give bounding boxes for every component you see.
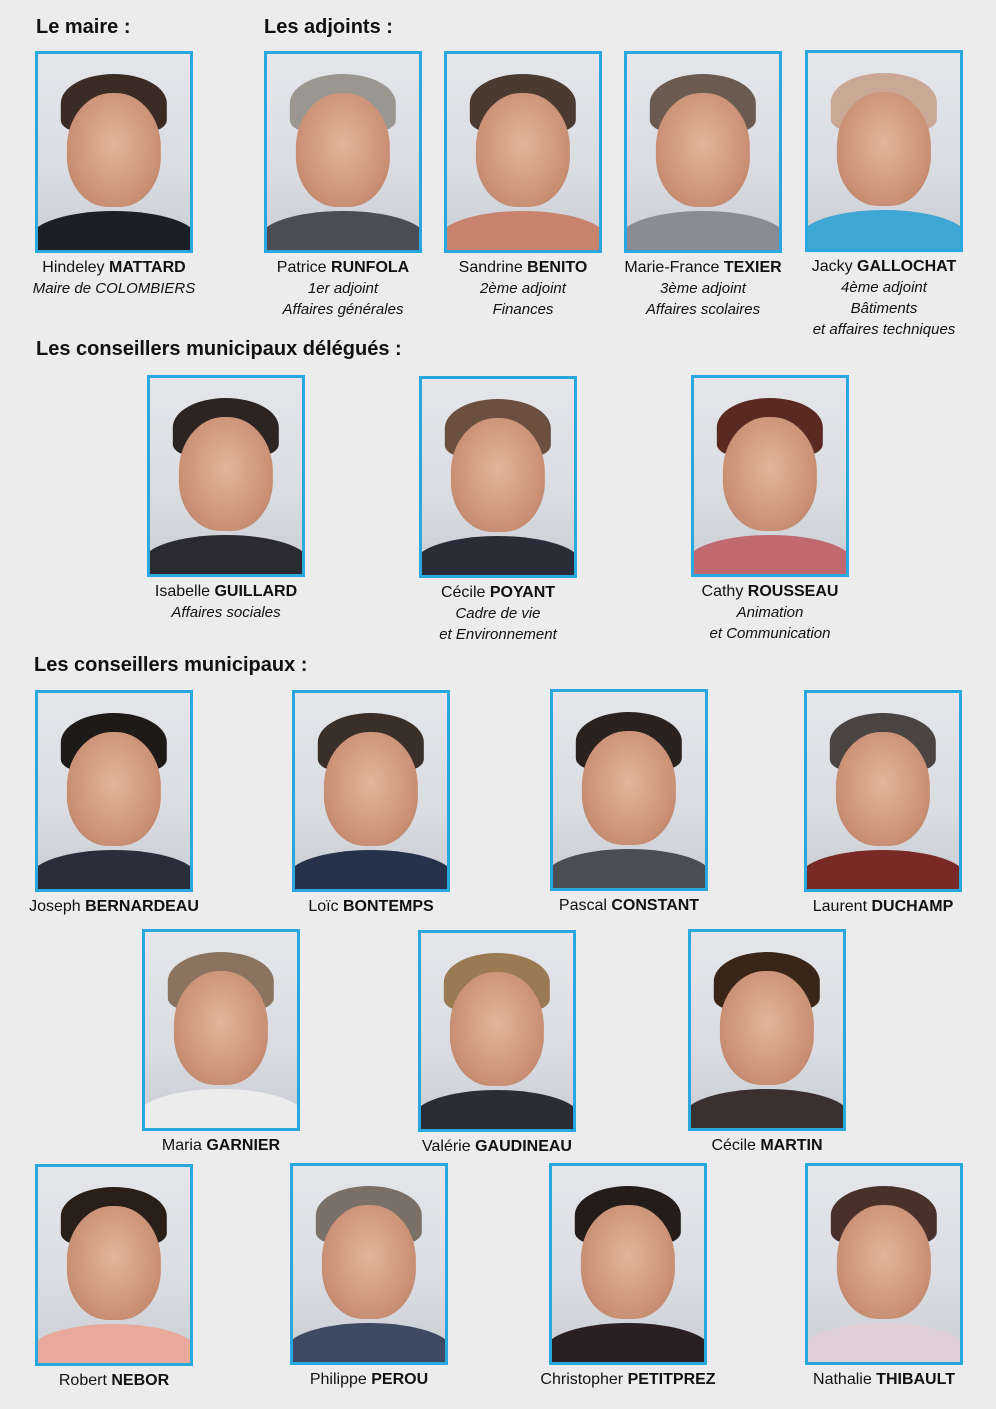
member-first-name: Patrice	[276, 259, 332, 276]
member-first-name: Isabelle	[154, 583, 215, 600]
portrait-photo	[804, 690, 962, 892]
portrait-photo	[292, 690, 450, 892]
portrait-face	[67, 1206, 161, 1320]
member-first-name: Christopher	[540, 1371, 628, 1388]
portrait-shirt	[805, 210, 963, 252]
member-name	[423, 258, 623, 278]
member-card	[14, 51, 214, 299]
member-first-name: Jacky	[811, 258, 858, 275]
member-first-name: Laurent	[812, 898, 872, 915]
portrait-photo	[549, 1163, 707, 1365]
portrait-photo	[688, 929, 846, 1131]
member-last-name: PETITPREZ	[627, 1371, 716, 1388]
member-last-name: CONSTANT	[611, 897, 700, 914]
portrait-face	[837, 1205, 931, 1319]
portrait-shirt	[550, 849, 708, 891]
member-last-name: MARTIN	[760, 1137, 823, 1154]
portrait-face	[174, 971, 268, 1085]
portrait-photo	[805, 50, 963, 252]
member-card	[121, 929, 321, 1156]
member-name	[784, 1370, 984, 1390]
portrait-face	[720, 971, 814, 1085]
section-title-maire: Le maire :	[36, 16, 131, 38]
portrait-shirt	[142, 1089, 300, 1131]
portrait-face	[451, 418, 545, 532]
portrait-face	[582, 731, 676, 845]
portrait-face	[67, 732, 161, 846]
member-card	[784, 50, 984, 340]
member-last-name: BONTEMPS	[343, 898, 434, 915]
member-name	[603, 258, 803, 278]
portrait-photo	[264, 51, 422, 253]
portrait-face	[836, 732, 930, 846]
portrait-face	[296, 93, 390, 207]
portrait-shirt	[419, 536, 577, 578]
member-name	[243, 258, 443, 278]
section-title-conseillers: Les conseillers municipaux :	[34, 654, 308, 676]
portrait-photo	[290, 1163, 448, 1365]
member-first-name: Cathy	[701, 583, 748, 600]
member-card	[14, 1164, 214, 1391]
portrait-shirt	[688, 1089, 846, 1131]
member-name	[14, 258, 214, 278]
member-name	[528, 1370, 728, 1390]
member-name	[397, 1137, 597, 1157]
portrait-photo	[147, 375, 305, 577]
portrait-face	[324, 732, 418, 846]
member-role: Affaires sociales	[171, 604, 281, 621]
member-card	[783, 690, 983, 917]
member-card	[14, 690, 214, 917]
member-role: et Environnement	[439, 626, 557, 643]
member-role: 4ème adjoint	[841, 279, 927, 296]
member-last-name: NEBOR	[111, 1372, 170, 1389]
member-role: et Communication	[709, 625, 831, 642]
portrait-shirt	[624, 211, 782, 253]
portrait-photo	[35, 1164, 193, 1366]
portrait-face	[476, 93, 570, 207]
portrait-photo	[142, 929, 300, 1131]
portrait-photo	[805, 1163, 963, 1365]
member-name	[126, 582, 326, 602]
portrait-face	[322, 1205, 416, 1319]
member-role: et affaires techniques	[812, 321, 956, 338]
member-role: Cadre de vie	[455, 605, 541, 622]
member-last-name: GALLOCHAT	[857, 258, 957, 275]
portrait-face	[837, 92, 931, 206]
member-role: Animation	[736, 604, 804, 621]
member-name	[121, 1136, 321, 1156]
member-card	[423, 51, 623, 320]
member-last-name: TEXIER	[723, 259, 782, 276]
member-name	[783, 897, 983, 917]
member-card	[243, 51, 443, 320]
member-card	[670, 375, 870, 644]
member-name	[14, 897, 214, 917]
portrait-shirt	[691, 535, 849, 577]
member-role: 2ème adjoint	[480, 280, 566, 297]
portrait-shirt	[805, 1323, 963, 1365]
portrait-shirt	[35, 1324, 193, 1366]
member-first-name: Nathalie	[813, 1371, 877, 1388]
member-first-name: Hindeley	[42, 259, 109, 276]
section-title-delegues: Les conseillers municipaux délégués :	[36, 338, 402, 360]
portrait-shirt	[444, 211, 602, 253]
member-name	[667, 1136, 867, 1156]
member-last-name: DUCHAMP	[871, 898, 954, 915]
portrait-face	[179, 417, 273, 531]
member-last-name: RUNFOLA	[331, 259, 410, 276]
portrait-shirt	[804, 850, 962, 892]
member-card	[528, 1163, 728, 1390]
portrait-shirt	[549, 1323, 707, 1365]
member-first-name: Pascal	[558, 897, 612, 914]
member-first-name: Valérie	[422, 1138, 476, 1155]
member-first-name: Loïc	[308, 898, 343, 915]
portrait-shirt	[264, 211, 422, 253]
member-card	[529, 689, 729, 916]
portrait-photo	[624, 51, 782, 253]
member-last-name: PEROU	[371, 1371, 429, 1388]
portrait-photo	[550, 689, 708, 891]
member-card	[269, 1163, 469, 1390]
portrait-photo	[691, 375, 849, 577]
portrait-shirt	[147, 535, 305, 577]
member-card	[271, 690, 471, 917]
portrait-face	[581, 1205, 675, 1319]
member-name	[271, 897, 471, 917]
member-role: Bâtiments	[850, 300, 918, 317]
member-name	[784, 257, 984, 277]
member-first-name: Joseph	[29, 898, 86, 915]
member-name	[398, 583, 598, 603]
portrait-photo	[35, 690, 193, 892]
member-role: Affaires générales	[282, 301, 404, 318]
member-name	[269, 1370, 469, 1390]
portrait-face	[67, 93, 161, 207]
member-first-name: Sandrine	[458, 259, 528, 276]
member-first-name: Maria	[161, 1137, 207, 1154]
member-first-name: Robert	[58, 1372, 112, 1389]
portrait-face	[723, 417, 817, 531]
section-title-adjoints: Les adjoints :	[264, 16, 393, 38]
portrait-shirt	[418, 1090, 576, 1132]
member-name	[14, 1371, 214, 1391]
member-first-name: Marie-France	[624, 259, 724, 276]
member-last-name: POYANT	[489, 584, 556, 601]
member-card	[667, 929, 867, 1156]
member-card	[784, 1163, 984, 1390]
portrait-photo	[419, 376, 577, 578]
portrait-photo	[418, 930, 576, 1132]
member-last-name: GUILLARD	[214, 583, 298, 600]
portrait-photo	[444, 51, 602, 253]
member-last-name: ROUSSEAU	[747, 583, 839, 600]
member-last-name: THIBAULT	[876, 1371, 955, 1388]
member-last-name: BENITO	[527, 259, 588, 276]
portrait-shirt	[290, 1323, 448, 1365]
member-name	[529, 896, 729, 916]
portrait-shirt	[35, 211, 193, 253]
portrait-shirt	[35, 850, 193, 892]
member-last-name: GAUDINEAU	[475, 1138, 572, 1155]
member-first-name: Cécile	[440, 584, 490, 601]
member-last-name: MATTARD	[108, 259, 186, 276]
member-card	[397, 930, 597, 1157]
member-role: Affaires scolaires	[645, 301, 761, 318]
portrait-face	[656, 93, 750, 207]
member-role: 3ème adjoint	[660, 280, 746, 297]
member-first-name: Cécile	[711, 1137, 761, 1154]
member-last-name: BERNARDEAU	[85, 898, 199, 915]
member-role: Maire de COLOMBIERS	[32, 280, 196, 297]
portrait-shirt	[292, 850, 450, 892]
portrait-photo	[35, 51, 193, 253]
member-name	[670, 582, 870, 602]
member-card	[398, 376, 598, 645]
portrait-face	[450, 972, 544, 1086]
member-first-name: Philippe	[309, 1371, 372, 1388]
member-card	[126, 375, 326, 623]
member-last-name: GARNIER	[206, 1137, 281, 1154]
member-role: 1er adjoint	[307, 280, 379, 297]
member-role: Finances	[492, 301, 554, 318]
member-card	[603, 51, 803, 320]
